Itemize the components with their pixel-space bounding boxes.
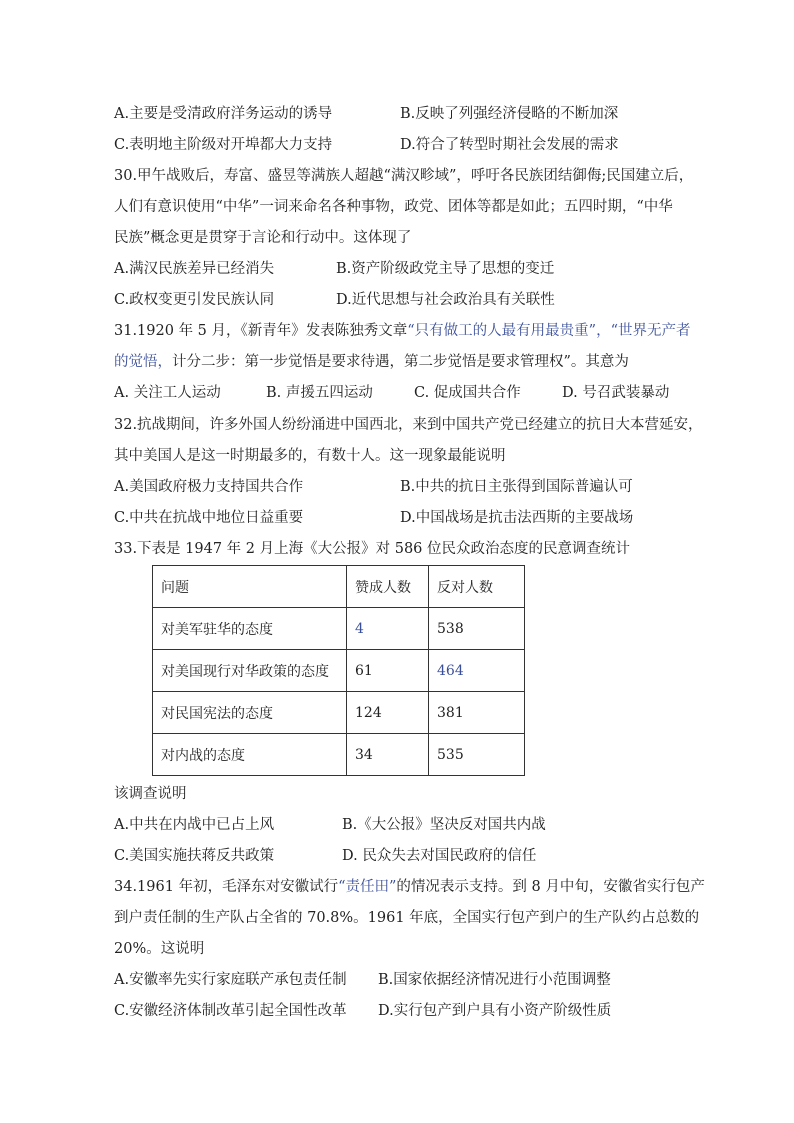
table-cell: 对美国现行对华政策的态度 [153,650,347,692]
q31-quote-text: “只有做工的人最有用最贵重”，“世界无产者 [407,323,691,339]
table-cell: 381 [429,692,525,734]
table-cell: 34 [347,734,429,776]
q30-option-a: A.满汉民族差异已经消失 [114,261,275,277]
table-cell: 对美军驻华的态度 [153,608,347,650]
q31-stem-line1 [114,321,691,341]
q32-option-c: C.中共在抗战中地位日益重要 [114,510,304,526]
q31-option-b: B. 声援五四运动 [266,385,373,401]
table-header-cell: 问题 [153,566,347,608]
q34-option-a: A.安徽率先实行家庭联产承包责任制 [114,972,347,988]
q30-stem-line2: 人们有意识使用“中华”一词来命名各种事物，政党、团体等都是如此；五四时期，“中华 [114,199,673,215]
q30-stem-line1: 30.甲午战败后，寿富、盛昱等满族人超越“满汉畛域”，呼吁各民族团结御侮;民国建立后， [114,168,694,184]
table-cell: 124 [347,692,429,734]
q31-stem-line1-text: 31.1920 年 5 月，《新青年》发表陈独秀文章 [114,323,408,339]
table-cell: 535 [429,734,525,776]
q34-quote-text: “责任田” [338,879,397,895]
q33-option-c: C.美国实施扶蒋反共政策 [114,848,275,864]
q34-stem-text-cont: 的情况表示支持。到 8 月中旬，安徽省实行包产 [396,879,705,895]
q29-option-c: C.表明地主阶级对开埠都大力支持 [114,137,333,153]
q34-stem-line2: 到户责任制的生产队占全省的 70.8%。1961 年底，全国实行包产到户的生产队约占总数的 [114,910,700,926]
table-row [153,608,525,650]
q31-stem-line2 [114,352,629,372]
table-header-row [153,566,525,608]
q31-option-a: A. 关注工人运动 [114,385,221,401]
q34-stem-text: 34.1961 年初，毛泽东对安徽试行 [114,879,339,895]
table-cell: 538 [429,608,525,650]
q33-stem-line1: 33.下表是 1947 年 2 月上海《大公报》对 586 位民众政治态度的民意调查统计 [114,541,631,557]
q30-stem-line3: 民族”概念更是贯穿于言论和行动中。这体现了 [114,230,412,246]
q34-option-d: D.实行包产到户具有小资产阶级性质 [378,1003,612,1019]
q34-stem-line3: 20%。这说明 [114,941,205,957]
survey-table [152,565,525,776]
table-cell: 4 [347,608,429,650]
table-cell: 61 [347,650,429,692]
q34-option-b: B.国家依据经济情况进行小范围调整 [378,972,611,988]
q32-option-a: A.美国政府极力支持国共合作 [114,479,304,495]
q30-option-d: D.近代思想与社会政治具有关联性 [336,292,555,308]
q34-stem-line1 [114,877,705,897]
table-header-cell: 赞成人数 [347,566,429,608]
q32-option-d: D.中国战场是抗击法西斯的主要战场 [400,510,634,526]
q31-quote-continued: 的觉悟， [114,354,172,370]
q32-stem-line2: 其中美国人是这一时期最多的，有数十人。这一现象最能说明 [114,448,506,464]
q33-option-a: A.中共在内战中已占上风 [114,817,275,833]
q29-option-b: B.反映了列强经济侵略的不断加深 [400,106,619,122]
table-cell: 464 [429,650,525,692]
q31-option-d: D. 号召武装暴动 [562,385,670,401]
q29-option-d: D.符合了转型时期社会发展的需求 [400,137,619,153]
q29-option-a: A.主要是受清政府洋务运动的诱导 [114,106,333,122]
table-cell: 对民国宪法的态度 [153,692,347,734]
table-row [153,650,525,692]
q30-option-b: B.资产阶级政党主导了思想的变迁 [336,261,555,277]
q34-option-c: C.安徽经济体制改革引起全国性改革 [114,1003,347,1019]
q33-option-b: B.《大公报》坚决反对国共内战 [342,817,546,833]
q30-option-c: C.政权变更引发民族认同 [114,292,275,308]
table-row [153,692,525,734]
table-row [153,734,525,776]
q31-option-c: C. 促成国共合作 [414,385,521,401]
q33-after-table: 该调查说明 [114,786,187,802]
q31-stem-line2-text: 计分二步：第一步觉悟是要求待遇，第二步觉悟是要求管理权”。其意为 [172,354,629,370]
table-cell: 对内战的态度 [153,734,347,776]
q33-option-d: D. 民众失去对国民政府的信任 [342,848,537,864]
table-header-cell: 反对人数 [429,566,525,608]
q32-option-b: B.中共的抗日主张得到国际普遍认可 [400,479,633,495]
q32-stem-line1: 32.抗战期间，许多外国人纷纷涌进中国西北，来到中国共产党已经建立的抗日大本营延安， [114,417,703,433]
